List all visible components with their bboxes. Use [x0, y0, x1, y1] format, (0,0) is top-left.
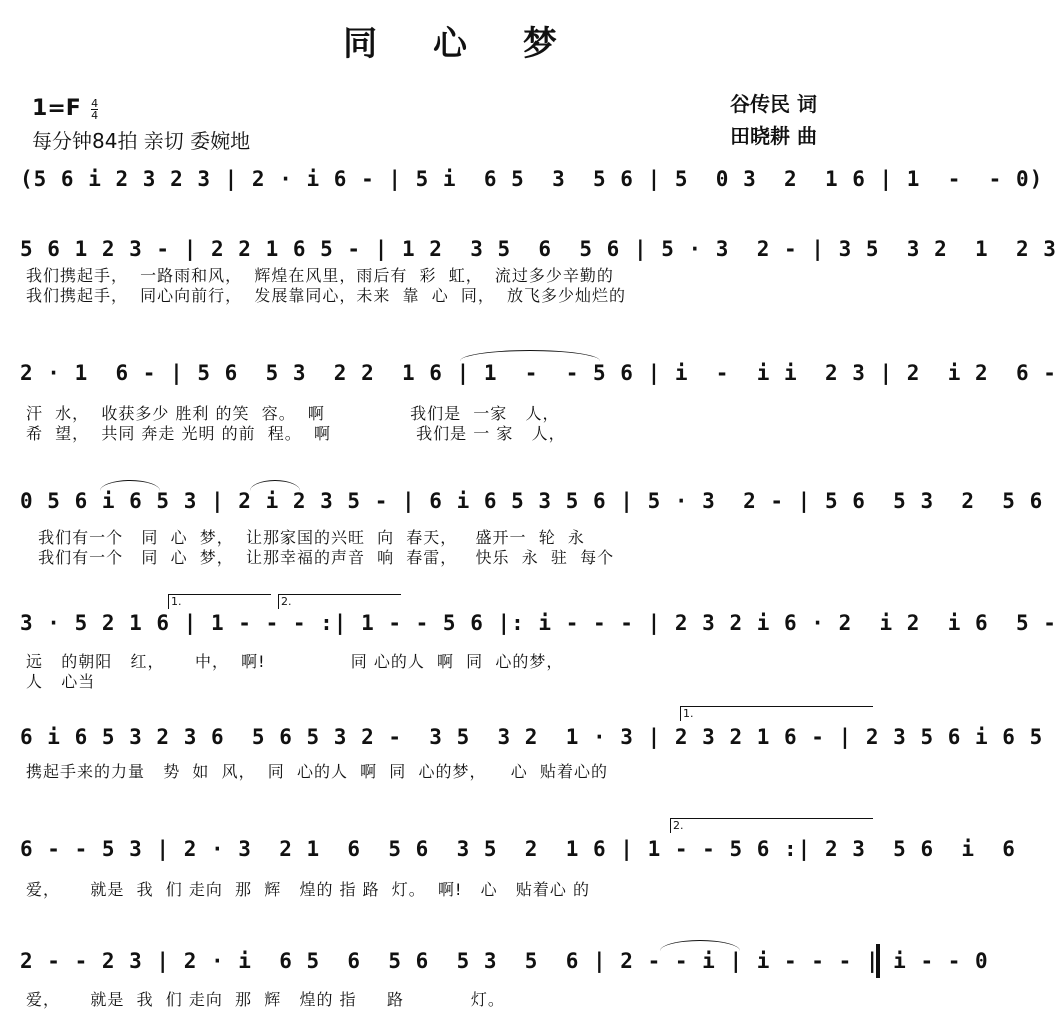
score-row-6	[20, 707, 1044, 782]
notation-line: 2 - - 2 3 | 2 · i 6 5 6 5 6 5 3 5 6 | 2 - - i | i - - - | i - - 0	[20, 944, 880, 978]
song-title: 同 心 梦	[343, 24, 579, 64]
lyric-verse-2: 希 望， 共同 奔走 光明 的前 程。 啊 我们是 一 家 人，	[26, 424, 566, 443]
notation-line: 6 i 6 5 3 2 3 6 5 6 5 3 2 - 3 5 3 2 1 · 3 | 2 3 2 1 6 - | 2 3 5 6 i 6 5	[20, 725, 1044, 749]
lyric-verse-1: 汗 水， 收获多少 胜利 的笑 容。 啊 我们是 一家 人，	[26, 404, 560, 423]
volta-bracket-2: 2.	[278, 594, 401, 609]
score-row-1	[20, 162, 1044, 196]
score-row-4	[20, 484, 1044, 568]
lyric-verse-1: 爱， 就是 我 们 走向 那 辉 煌的 指 路 灯。 啊! 心 贴着心 的	[26, 880, 590, 899]
lyric-verse-2: 我们有一个 同 心 梦， 让那幸福的声音 响 春雷， 快乐 永 驻 每个	[26, 548, 615, 567]
key-signature	[32, 92, 250, 125]
lyric-verse-2: 我们携起手， 同心向前行， 发展靠同心，未来 靠 心 同， 放飞多少灿烂的	[26, 286, 627, 305]
volta-bracket-1: 1.	[168, 594, 271, 609]
composer: 田晓耕 曲	[730, 124, 817, 148]
time-signature: $\frac{4}{4}$	[91, 97, 99, 122]
lyric-verse-2: 人 心当	[26, 672, 96, 691]
notation-line: 5 6 1 2 3 - | 2 2 1 6 5 - | 1 2 3 5 6 5 6 | 5 · 3 2 - | 3 5 3 2 1 2 3	[20, 237, 1057, 261]
song-credits	[730, 88, 817, 152]
lyric-verse-1: 爱， 就是 我 们 走向 那 辉 煌的 指 路 灯。	[26, 990, 505, 1009]
score-row-2	[20, 232, 1057, 306]
lyric-verse-1: 我们有一个 同 心 梦， 让那家国的兴旺 向 春天， 盛开一 轮 永	[26, 528, 585, 547]
notation-line: 2 · 1 6 - | 5 6 5 3 2 2 1 6 | 1 - - 5 6 | i - i i 2 3 | 2 i 2 6 -	[20, 361, 1057, 385]
tempo-marking: 每分钟84拍 亲切 委婉地	[32, 129, 251, 153]
key-note: =F	[47, 96, 81, 121]
lyric-verse-1: 携起手来的力量 势 如 风， 同 心的人 啊 同 心的梦， 心 贴着心的	[26, 762, 608, 781]
volta-bracket-3: 1.	[680, 706, 873, 721]
score-row-3	[20, 356, 1057, 444]
key-tonic: 1	[32, 96, 48, 121]
score-row-5	[20, 595, 1057, 692]
notation-line: (5 6 i 2 3 2 3 | 2 · i 6 - | 5 i 6 5 3 5 6 | 5 0 3 2 1 6 | 1 - - 0)	[20, 167, 1044, 191]
lyric-verse-1: 远 的朝阳 红， 中， 啊! 同 心的人 啊 同 心的梦，	[26, 652, 564, 671]
score-row-8	[20, 944, 989, 1010]
notation-line: 6 - - 5 3 | 2 · 3 2 1 6 5 6 3 5 2 1 6 | 1 - - 5 6 :| 2 3 5 6 i 6	[20, 837, 1016, 861]
lyric-verse-1: 我们携起手， 一路雨和风， 辉煌在风里，雨后有 彩 虹， 流过多少辛勤的	[26, 266, 614, 285]
notation-line: 0 5 6 i 6 5 3 | 2 i 2 3 5 - | 6 i 6 5 3 5 6 | 5 · 3 2 - | 5 6 5 3 2 5 6	[20, 489, 1044, 513]
volta-bracket-4: 2.	[670, 818, 873, 833]
score-row-7	[20, 819, 1016, 900]
song-meta	[32, 92, 250, 157]
notation-line: 3 · 5 2 1 6 | 1 - - - :| 1 - - 5 6 |: i - - - | 2 3 2 i 6 · 2 i 2 i 6 5 -	[20, 611, 1057, 635]
lyricist: 谷传民 词	[730, 92, 817, 116]
